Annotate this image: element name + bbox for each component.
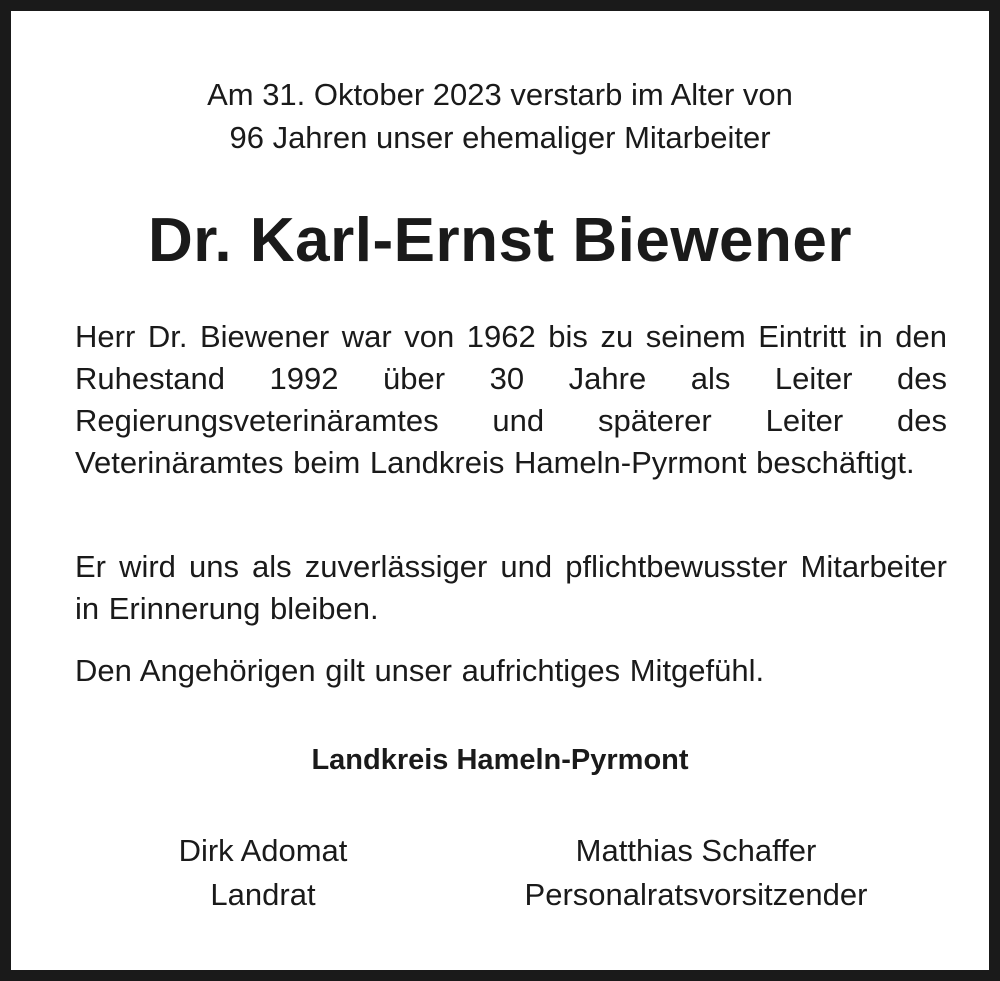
signer-name: Matthias Schaffer (575, 833, 817, 868)
deceased-name: Dr. Karl-Ernst Biewener (147, 206, 853, 275)
organization-name: Landkreis Hameln-Pyrmont (311, 744, 689, 776)
intro-line-1: Am 31. Oktober 2023 verstarb im Alter von (207, 77, 793, 112)
condolence-paragraph: Den Angehörigen gilt unser aufrichtiges Mitgefühl. (75, 653, 765, 688)
remembrance-paragraph: Er wird uns als zuverlässiger und pflichtbewusster Mitarbeiter in Erinnerung bleiben. (75, 549, 947, 626)
signer-name: Dirk Adomat (178, 833, 348, 868)
signer-role: Landrat (210, 877, 316, 912)
signer-personalrat (471, 829, 921, 917)
intro-line-2: 96 Jahren unser ehemaliger Mitarbeiter (229, 120, 771, 155)
career-paragraph: Herr Dr. Biewener war von 1962 bis zu seinem Eintritt in den Ruhestand 1992 über 30 Jahre als Leiter des Regierungsveterinäramtes und späterer Leiter des Veterinäramtes beim Landkreis Hameln-Pyrmont beschäftigt. (75, 319, 947, 480)
signer-landrat (131, 829, 395, 917)
intro-text (51, 73, 949, 159)
signer-role: Personalratsvorsitzender (524, 877, 868, 912)
